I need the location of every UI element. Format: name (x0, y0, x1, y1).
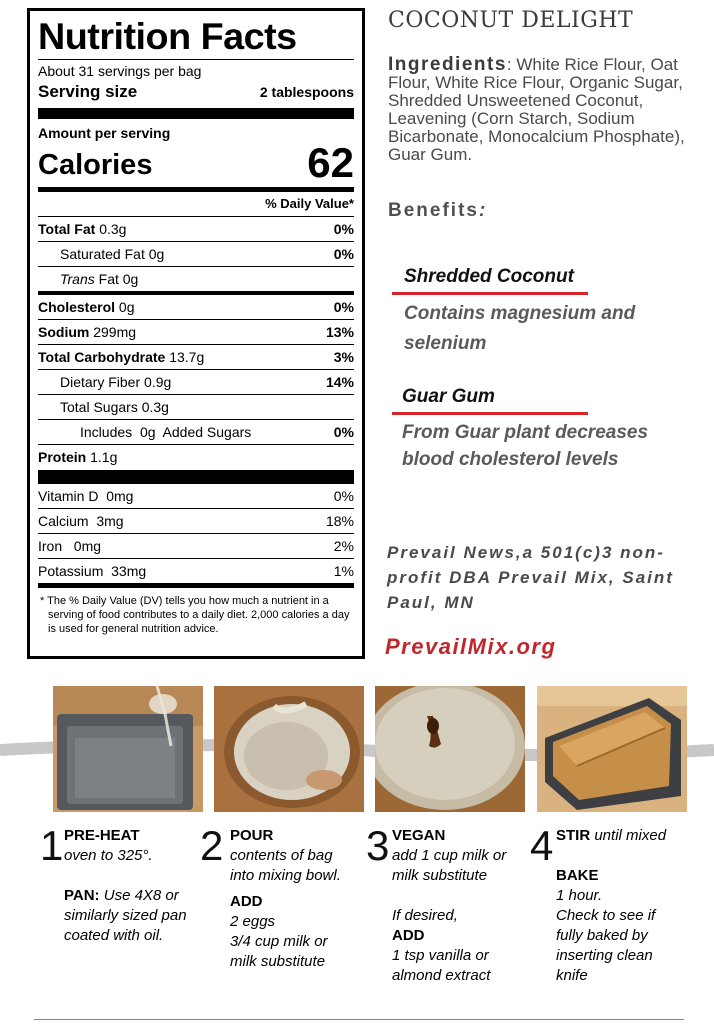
vitamin-row: Calcium 3mg 18% (38, 509, 354, 534)
ingredients-label: Ingredients (388, 54, 507, 75)
step-extra-heading: BAKE (556, 867, 599, 884)
benefit-item (392, 266, 692, 359)
daily-value-footnote: * The % Daily Value (DV) tells you how much a nutrient in a serving of food contributes to a daily diet. 2,000 calories a day is used for general nutrition advice. (40, 595, 350, 635)
step-photo-bowl (214, 686, 364, 812)
step-extra-heading: ADD (230, 893, 263, 910)
step-number: 4 (530, 822, 554, 869)
benefits-heading: Benefits: (388, 200, 488, 221)
step-extra-pre: If desired, (392, 907, 458, 924)
nutrient-row: Total Sugars 0.3g (38, 395, 354, 420)
step-extra-heading: ADD (392, 927, 425, 944)
step-extra-body: Use 4X8 or similarly sized pan coated with oil. (64, 887, 187, 944)
servings-per-bag: About 31 servings per bag (38, 63, 202, 79)
vitamin-row: Vitamin D 0mg 0% (38, 484, 354, 509)
bottom-divider (34, 1019, 684, 1020)
product-title: COCONUT DELIGHT (388, 8, 634, 33)
benefit-description: Contains magnesium and selenium (404, 303, 636, 354)
nutrient-row: Includes 0g Added Sugars 0% (38, 420, 354, 445)
nutrient-row: Cholesterol 0g 0% (38, 295, 354, 320)
vitamin-row: Iron 0mg 2% (38, 534, 354, 559)
step-heading: VEGAN (392, 827, 446, 844)
nutrient-row: Saturated Fat 0g 0% (38, 242, 354, 267)
nutrient-row: Sodium 299mg 13% (38, 320, 354, 345)
amount-per-serving: Amount per serving (38, 125, 171, 141)
step-heading: STIR (556, 827, 591, 844)
step-heading: PRE-HEAT (64, 827, 140, 844)
ingredients-block (388, 56, 698, 164)
serving-size-row (38, 80, 354, 104)
step-photo-pan (53, 686, 203, 812)
benefit-item (392, 386, 692, 473)
daily-value-header: % Daily Value* (38, 192, 354, 217)
step-photo-batter (375, 686, 525, 812)
nutrient-row: Total Carbohydrate 13.7g 3% (38, 345, 354, 370)
calories-label: Calories (38, 149, 153, 181)
nutrition-facts-panel (27, 8, 365, 659)
step-body: add 1 cup milk or milk substitute (392, 847, 507, 884)
step-extra-body: 1 tsp vanilla or almond extract (392, 947, 491, 984)
step-number: 1 (40, 822, 64, 869)
benefit-name: Guar Gum (392, 386, 588, 415)
benefit-description: From Guar plant decreases blood cholesterol levels (402, 422, 649, 470)
step-number: 3 (366, 822, 390, 869)
website-link[interactable]: PrevailMix.org (385, 634, 557, 659)
nutrient-row: Dietary Fiber 0.9g 14% (38, 370, 354, 395)
nutrient-row: Total Fat 0.3g 0% (38, 217, 354, 242)
step-extra-heading: PAN: (64, 887, 100, 904)
step-body: contents of bag into mixing bowl. (230, 847, 341, 884)
serving-size-label: Serving size (38, 82, 138, 101)
calories-value: 62 (307, 139, 354, 186)
serving-size-value: 2 tablespoons (259, 84, 354, 100)
step-number: 2 (200, 822, 224, 869)
vitamin-row: Potassium 33mg 1% (38, 559, 354, 584)
nutrition-title: Nutrition Facts (38, 16, 297, 57)
nutrient-row: Protein 1.1g (38, 449, 118, 465)
step-body: oven to 325°. (64, 847, 153, 864)
ingredients-text: : White Rice Flour, Oat Flour, White Rice Flour, Organic Sugar, Shredded Unsweetened Coconut, Leavening (Corn Starch, Sodium Bicarbonate, Monocalcium Phosphate), Guar Gum. (388, 55, 685, 164)
nutrient-row: Trans Fat 0g (38, 267, 354, 292)
organization-info: Prevail News,a 501(c)3 non-profit DBA Prevail Mix, Saint Paul, MN (387, 543, 674, 612)
step-heading: POUR (230, 827, 274, 844)
step-photo-loaf (537, 686, 687, 812)
benefit-name: Shredded Coconut (392, 266, 588, 295)
step-extra-body: 1 hour. Check to see if fully baked by inserting clean knife (556, 887, 656, 984)
step-extra-body: 2 eggs 3/4 cup milk or milk substitute (230, 913, 328, 970)
step-body: until mixed (594, 827, 667, 844)
calories-row (38, 139, 354, 186)
